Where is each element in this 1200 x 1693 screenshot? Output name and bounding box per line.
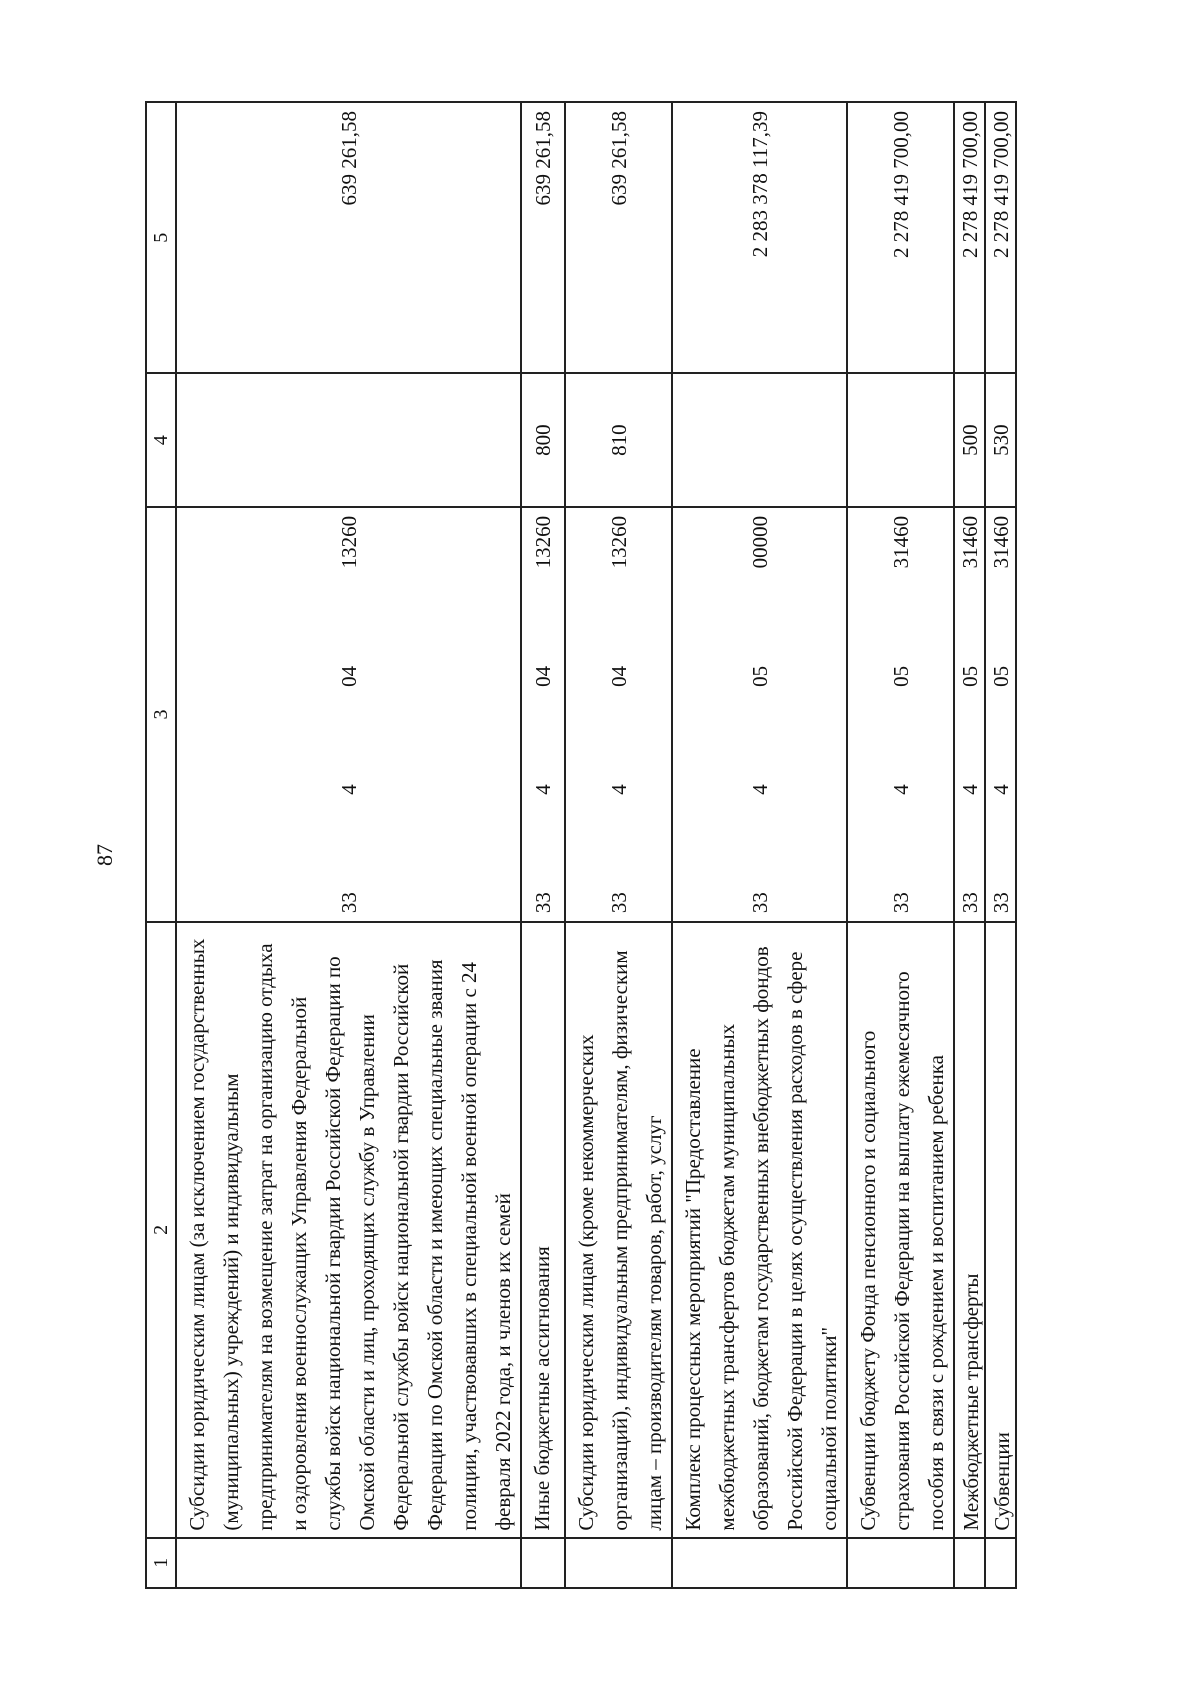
- amount-cell: 2 278 419 700,00: [985, 102, 1016, 373]
- row-number-cell: [985, 1538, 1016, 1588]
- budget-code-cell: [954, 507, 985, 922]
- code-part: 33: [747, 892, 772, 914]
- code-part: 31460: [957, 515, 982, 569]
- amount-cell: 2 283 378 117,39: [672, 102, 847, 373]
- row-number-cell: [672, 1538, 847, 1588]
- code-part: 04: [531, 665, 555, 687]
- column-header: 3: [146, 507, 176, 922]
- item-name-cell: Субвенции бюджету Фонда пенсионного и социального страхования Российской Федерации на выплату ежемесячного пособия в связи с рождением и воспитанием ребенка: [847, 922, 954, 1537]
- code-part: 05: [988, 665, 1013, 687]
- column-header: 5: [146, 102, 176, 373]
- code-part: 04: [606, 665, 631, 687]
- table-row: [985, 102, 1016, 1588]
- code-part: 05: [888, 665, 913, 687]
- table-row: [847, 102, 954, 1588]
- expense-type-cell: [847, 373, 954, 506]
- code-part: 4: [988, 784, 1013, 795]
- code-part: 33: [531, 892, 555, 914]
- budget-code-cell: [985, 507, 1016, 922]
- amount-cell: 639 261,58: [176, 102, 521, 373]
- row-number-cell: [565, 1538, 672, 1588]
- budget-table-rotated: [145, 101, 1014, 1589]
- code-part: 33: [336, 892, 361, 914]
- column-header: 4: [146, 373, 176, 506]
- code-part: 4: [747, 784, 772, 795]
- budget-code-cell: [176, 507, 521, 922]
- row-number-cell: [954, 1538, 985, 1588]
- expense-type-cell: [672, 373, 847, 506]
- code-part: 33: [606, 892, 631, 914]
- item-name-cell: Комплекс процессных мероприятий "Предоставление межбюджетных трансфертов бюджетам муниципальных образований, бюджетам государственных внебюджетных фондов Российской Федерации в целях осуществления расходов в сфере социальной политики": [672, 922, 847, 1537]
- code-part: 05: [957, 665, 982, 687]
- budget-code-cell: [565, 507, 672, 922]
- column-header: 1: [146, 1538, 176, 1588]
- code-part: 04: [336, 665, 361, 687]
- budget-code-cell: [672, 507, 847, 922]
- code-part: 4: [606, 784, 631, 795]
- amount-cell: 639 261,58: [521, 102, 565, 373]
- row-number-cell: [176, 1538, 521, 1588]
- code-part: 31460: [888, 515, 913, 569]
- item-name-cell: Субвенции: [985, 922, 1016, 1537]
- amount-cell: 2 278 419 700,00: [954, 102, 985, 373]
- code-part: 31460: [988, 515, 1013, 569]
- code-part: 4: [957, 784, 982, 795]
- item-name-cell: Иные бюджетные ассигнования: [521, 922, 565, 1537]
- item-name-cell: Субсидии юридическим лицам (кроме некоммерческих организаций), индивидуальным предпринимателям, физическим лицам – производителям товаров, работ, услуг: [565, 922, 672, 1537]
- item-name-cell: Межбюджетные трансферты: [954, 922, 985, 1537]
- expense-type-cell: 530: [985, 373, 1016, 506]
- row-number-cell: [847, 1538, 954, 1588]
- budget-table: [145, 101, 1017, 1589]
- table-row: [521, 102, 565, 1588]
- table-row: [176, 102, 521, 1588]
- expense-type-cell: [176, 373, 521, 506]
- column-header: 2: [146, 922, 176, 1537]
- code-part: 4: [531, 784, 555, 795]
- budget-code-cell: [847, 507, 954, 922]
- code-part: 13260: [336, 515, 361, 569]
- table-row: [672, 102, 847, 1588]
- budget-code-cell: [521, 507, 565, 922]
- code-part: 4: [336, 784, 361, 795]
- table-header-row: [146, 102, 176, 1588]
- expense-type-cell: 500: [954, 373, 985, 506]
- expense-type-cell: 810: [565, 373, 672, 506]
- code-part: 33: [957, 892, 982, 914]
- table-row: [565, 102, 672, 1588]
- table-row: [954, 102, 985, 1588]
- code-part: 33: [988, 892, 1013, 914]
- amount-cell: 2 278 419 700,00: [847, 102, 954, 373]
- code-part: 33: [888, 892, 913, 914]
- item-name-cell: Субсидии юридическим лицам (за исключением государственных (муниципальных) учреждений) и индивидуальным предпринимателям на возмещение затрат на организацию отдыха и оздоровления военнослужащих Управления Федеральной службы войск национальной гвардии Российской Федерации по Омской области и лиц, проходящих службу в Управлении Федеральной службы войск национальной гвардии Российской Федерации по Омской области и имеющих специальные звания полиции, участвовавших в специальной военной операции с 24 февраля 2022 года, и членов их семей: [176, 922, 521, 1537]
- row-number-cell: [521, 1538, 565, 1588]
- code-part: 13260: [606, 515, 631, 569]
- code-part: 05: [747, 665, 772, 687]
- page-number: 87: [92, 844, 117, 866]
- code-part: 00000: [747, 515, 772, 569]
- expense-type-cell: 800: [521, 373, 565, 506]
- amount-cell: 639 261,58: [565, 102, 672, 373]
- code-part: 13260: [531, 515, 555, 569]
- code-part: 4: [888, 784, 913, 795]
